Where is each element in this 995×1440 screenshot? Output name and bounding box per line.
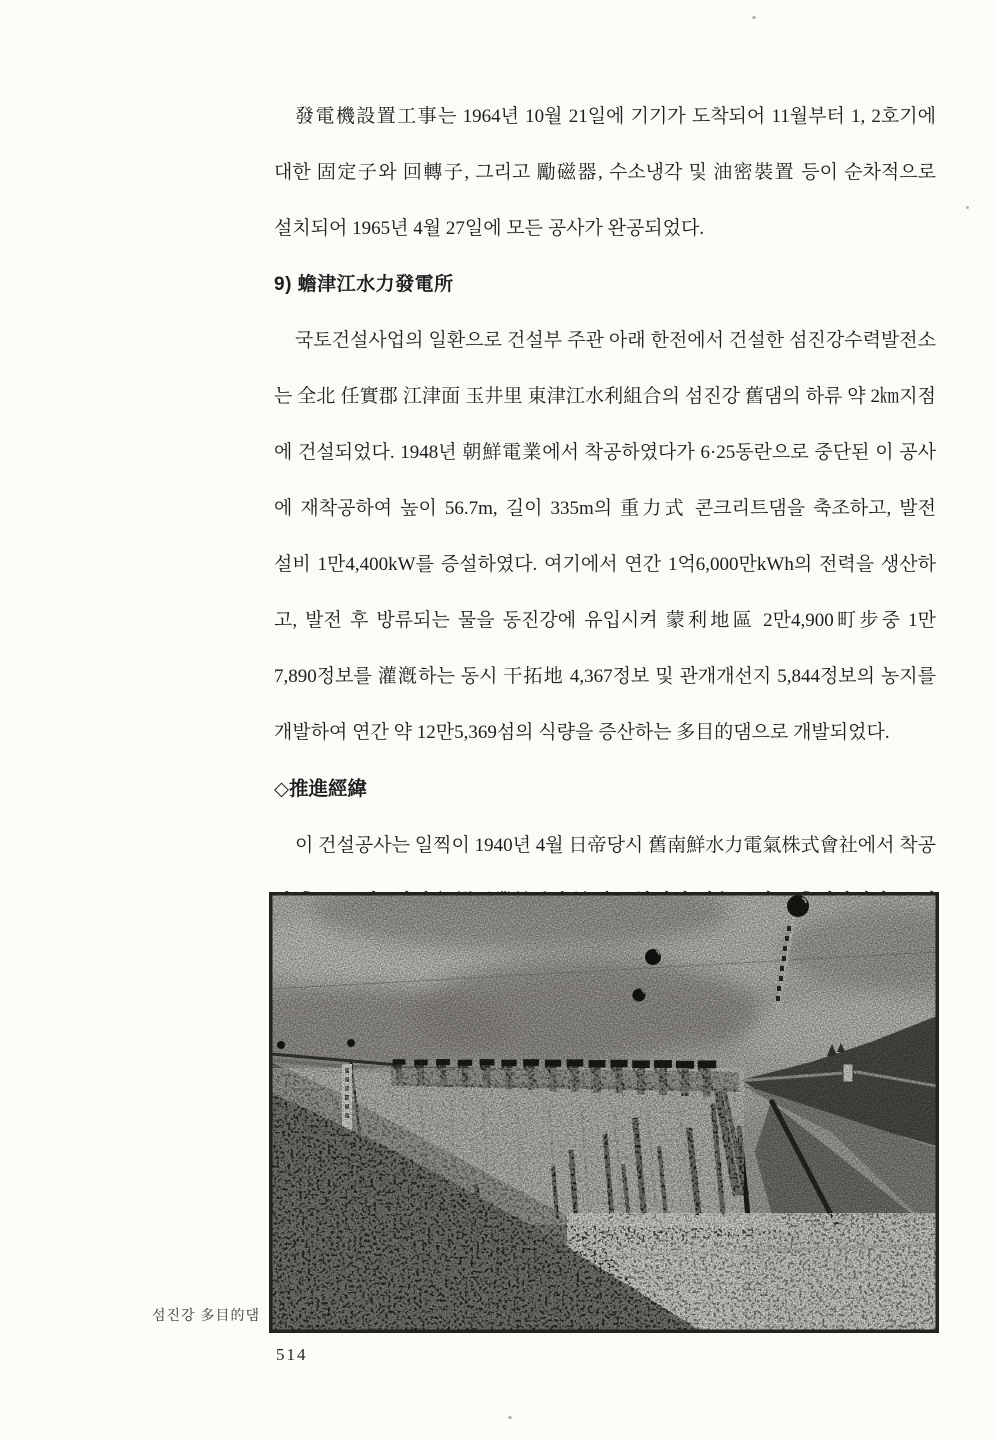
dam-photo [271,894,937,1331]
subsection-heading: ◇推進經緯 [274,778,367,800]
scan-speck [752,16,756,19]
dam-photo-illustration [271,894,937,1331]
page-number: 514 [276,1345,308,1364]
paragraph-line: 이 건설공사는 일찍이 1940년 4월 日帝당시 舊南鮮水力電氣株式會社에서 착공 [295,835,936,856]
paragraph-line: 는 全北 任實郡 江津面 玉井里 東津江水利組合의 섬진강 舊댐의 하류 약 2㎞지점 [274,386,936,407]
section-heading: 9) 蟾津江水力發電所 [274,274,454,295]
photo-caption: 섬진강 多目的댐 [152,1307,260,1323]
paragraph-line: 에 건설되었다. 1948년 朝鮮電業에서 착공하였다가 6·25동란으로 중단된 이 공사 [274,442,936,463]
paragraph-line: 국토건설사업의 일환으로 건설부 주관 아래 한전에서 건설한 섬진강수력발전소 [295,330,936,351]
paragraph-line: 고, 발전 후 방류되는 물을 동진강에 유입시켜 蒙利地區 2만4,900町步중 1만 [274,610,936,631]
paragraph-line: 대한 固定子와 回轉子, 그리고 勵磁器, 수소냉각 및 油密裝置 등이 순차적으로 [274,162,936,183]
paragraph-line: 설치되어 1965년 4월 27일에 모든 공사가 완공되었다. [274,218,705,239]
scan-speck [508,1416,512,1419]
paragraph-line: 에 재착공하여 높이 56.7m, 길이 335m의 重力式 콘크리트댐을 축조하고, 발전 [274,498,936,519]
scan-speck [966,206,969,209]
paragraph-line: 설비 1만4,400kW를 증설하였다. 여기에서 연간 1억6,000만kWh의 전력을 생산하 [274,554,936,575]
photo-grain [271,894,937,1331]
paragraph-line: 發電機設置工事는 1964년 10월 21일에 기기가 도착되어 11월부터 1, 2호기에 [295,106,936,127]
paragraph-line: 개발하여 연간 약 12만5,369섬의 식량을 증산하는 多目的댐으로 개발되었다. [274,722,890,743]
paragraph-line: 7,890정보를 灌漑하는 동시 干拓地 4,367정보 및 관개개선지 5,844정보의 농지를 [274,666,936,687]
